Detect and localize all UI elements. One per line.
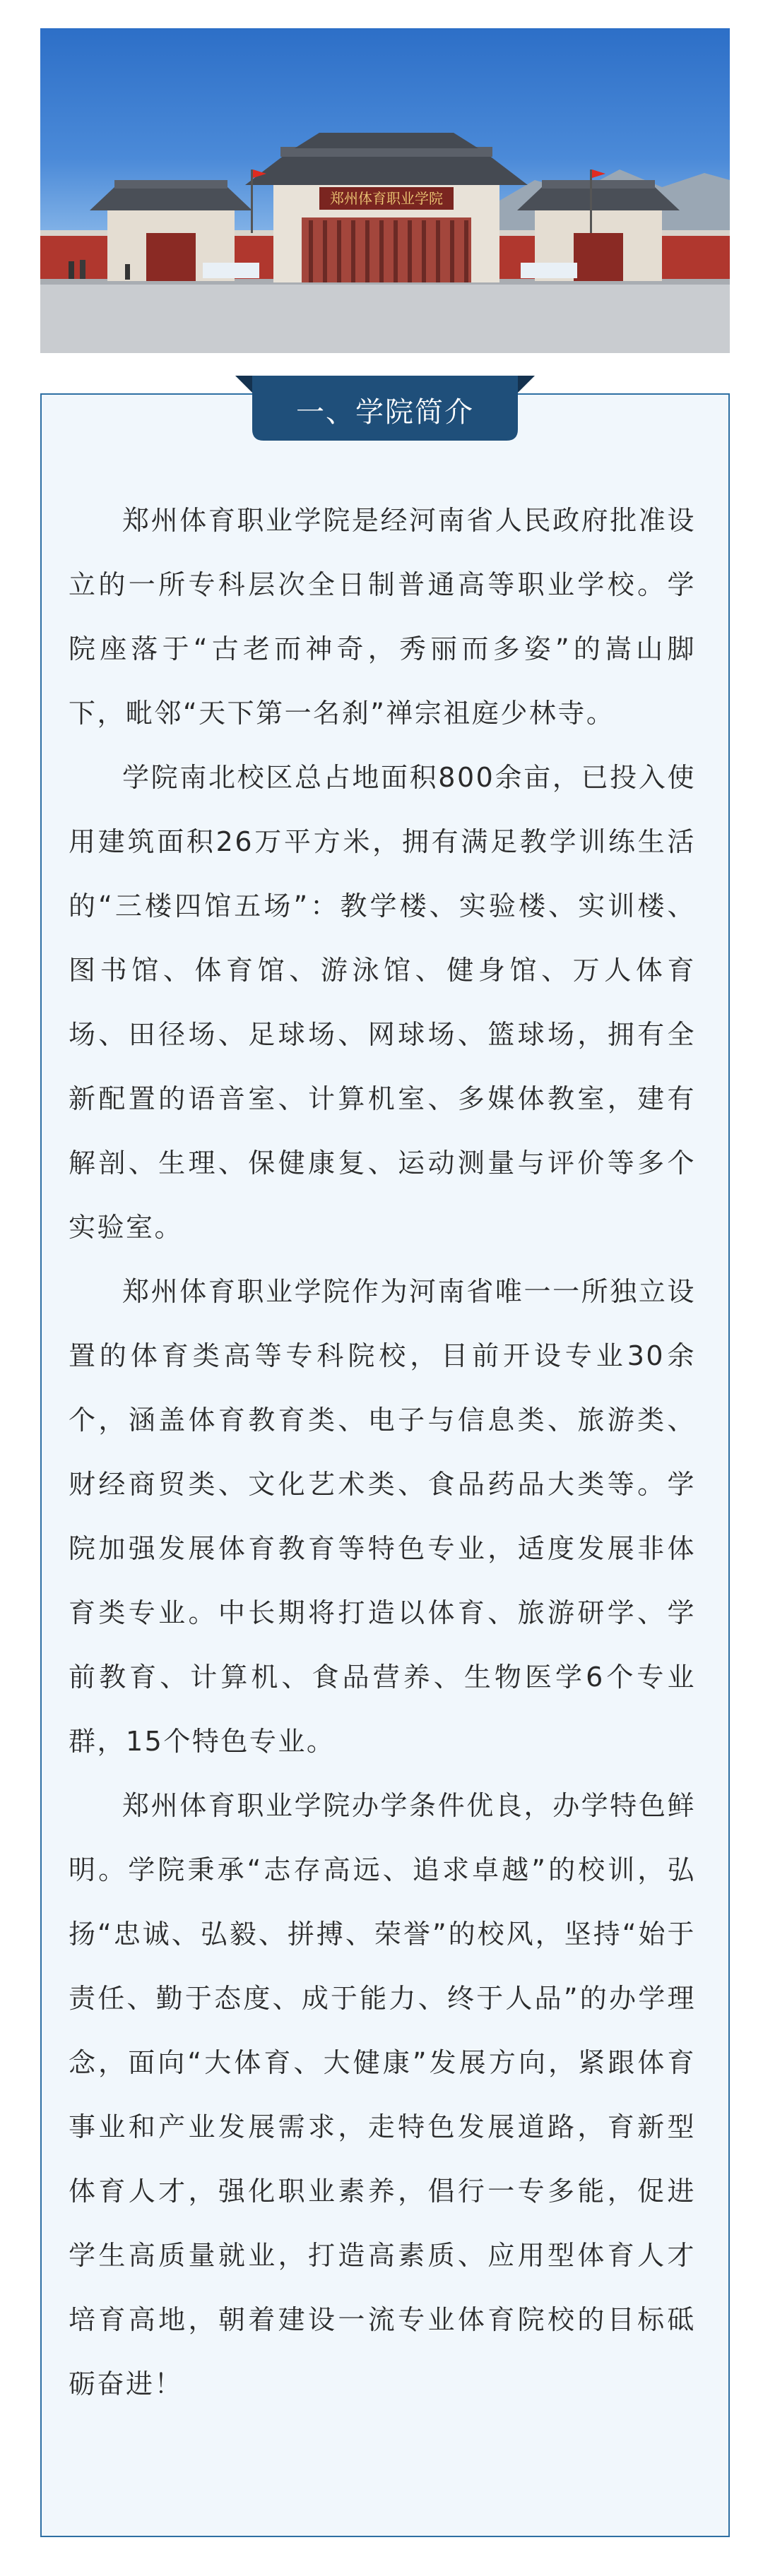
- main-gate-roof: [245, 155, 528, 185]
- intro-body: [69, 489, 696, 2416]
- flag-icon: [592, 169, 605, 178]
- campus-gate-photo: [40, 28, 730, 353]
- section-title-tab: [235, 376, 535, 443]
- gate-plaque-text: 郑州体育职业学院: [330, 190, 443, 207]
- paragraph-facilities: 学院南北校区总占地面积800余亩，已投入使用建筑面积26万平方米，拥有满足教学训练生活的“三楼四馆五场”：教学楼、实验楼、实训楼、图书馆、体育馆、游泳馆、健身馆、万人体育场、田径场、足球场、网球场、篮球场，拥有全新配置的语音室、计算机室、多媒体教室，建有解剖、生理、保健康复、运动测量与评价等多个实验室。: [69, 762, 696, 1243]
- section-title: 一、学院简介: [296, 396, 474, 429]
- left-roof: [90, 187, 252, 210]
- right-roof: [517, 187, 680, 210]
- paragraph-overview: 郑州体育职业学院是经河南省人民政府批准设立的一所专科层次全日制普通高等职业学校。学院座落于“古老而神奇，秀丽而多姿”的嵩山脚下，毗邻“天下第一名刹”禅宗祖庭少林寺。: [69, 505, 696, 729]
- plaza: [40, 279, 730, 353]
- paragraph-programs: 郑州体育职业学院作为河南省唯一一所独立设置的体育类高等专科院校，目前开设专业30余个，涵盖体育教育类、电子与信息类、旅游类、财经商贸类、文化艺术类、食品药品大类等。学院加强发展体育教育等特色专业，适度发展非体育类专业。中长期将打造以体育、旅游研学、学前教育、计算机、食品营养、生物医学6个专业群，15个特色专业。: [69, 1276, 696, 1757]
- campus-gate-illustration: [40, 28, 730, 353]
- paragraph-philosophy: 郑州体育职业学院办学条件优良，办学特色鲜明。学院秉承“志存高远、追求卓越”的校训，弘扬“忠诚、弘毅、拼搏、荣誉”的校风，坚持“始于责任、勤于态度、成于能力、终于人品”的办学理念，面向“大体育、大健康”发展方向，紧跟体育事业和产业发展需求，走特色发展道路，育新型体育人才，强化职业素养，倡行一专多能，促进学生高质量就业，打造高素质、应用型体育人才培育高地，朝着建设一流专业体育院校的目标砥砺奋进！: [69, 1790, 696, 2399]
